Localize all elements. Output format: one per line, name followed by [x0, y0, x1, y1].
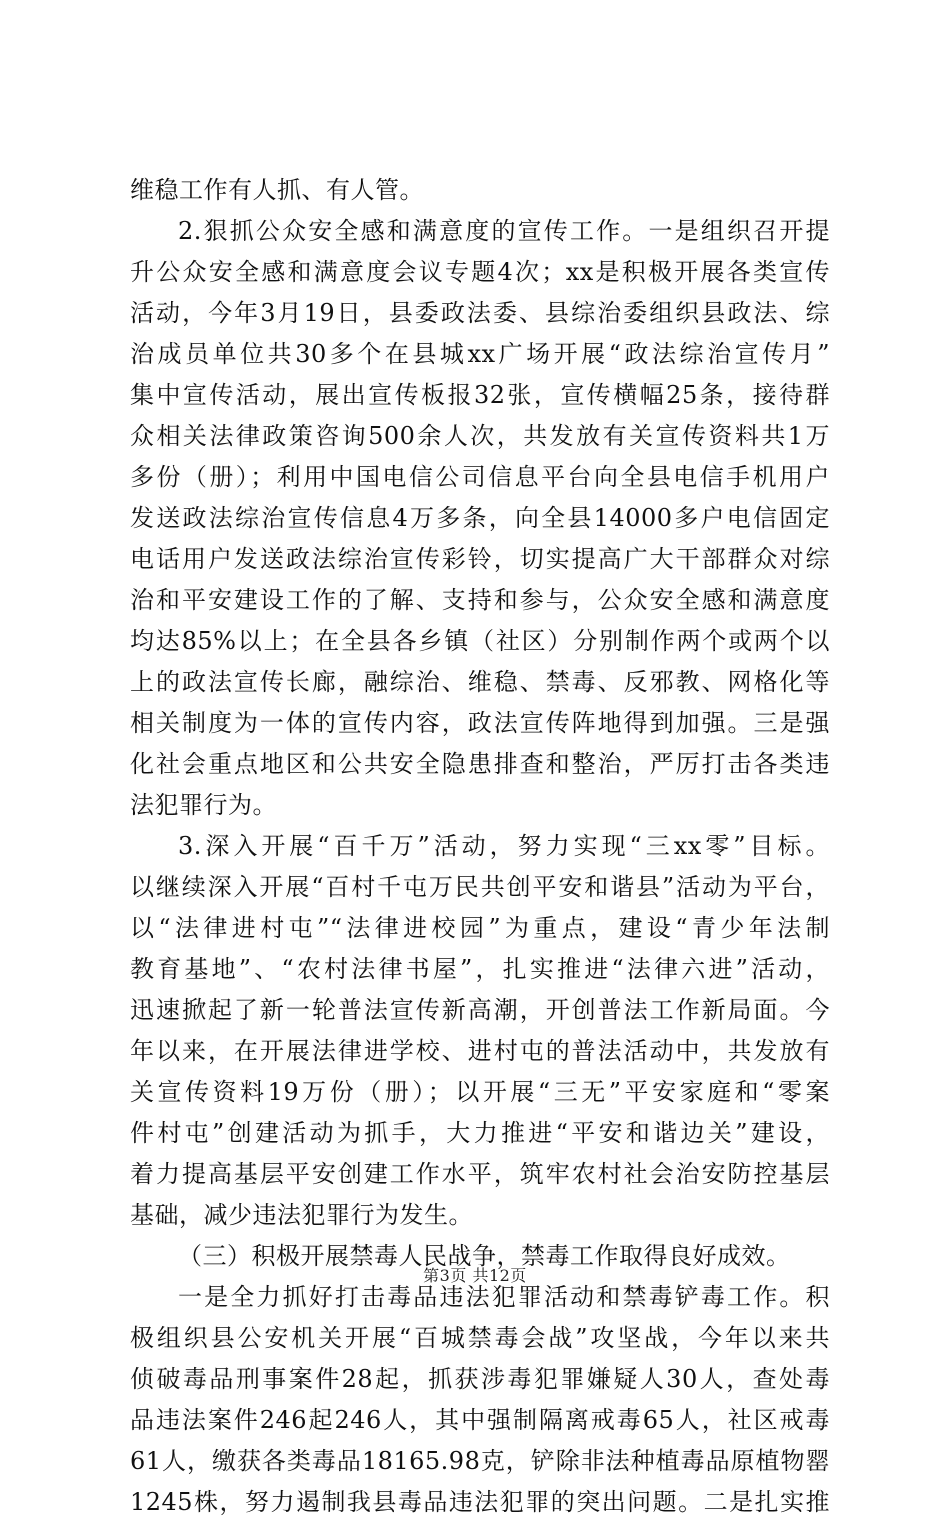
page-footer: 第3页 共12页 — [423, 1266, 527, 1285]
text-line: 均达85%以上；在全县各乡镇（社区）分别制作两个或两个以 — [130, 627, 830, 655]
text-line: 众相关法律政策咨询500余人次，共发放有关宣传资料共1万 — [130, 422, 830, 450]
text-line: 升公众安全感和满意度会议专题4次；xx是积极开展各类宣传 — [130, 258, 830, 286]
text-line: 化社会重点地区和公共安全隐患排查和整治，严厉打击各类违 — [130, 750, 830, 778]
text-line: 极组织县公安机关开展“百城禁毒会战”攻坚战，今年以来共 — [130, 1324, 830, 1352]
text-line: 活动，今年3月19日，县委政法委、县综治委组织县政法、综 — [130, 299, 830, 327]
text-line: 上的政法宣传长廊，融综治、维稳、禁毒、反邪教、网格化等 — [130, 668, 830, 696]
text-line: 61人，缴获各类毒品18165.98克，铲除非法种植毒品原植物罂 — [130, 1447, 830, 1475]
text-line: 相关制度为一体的宣传内容，政法宣传阵地得到加强。三是强 — [130, 709, 830, 737]
text-line: 迅速掀起了新一轮普法宣传新高潮，开创普法工作新局面。今 — [130, 996, 830, 1024]
text-line: 以继续深入开展“百村千屯万民共创平安和谐县”活动为平台， — [130, 873, 830, 901]
text-line: 教育基地”、“农村法律书屋”，扎实推进“法律六进”活动， — [130, 955, 830, 983]
text-line: 一是全力抓好打击毒品违法犯罪活动和禁毒铲毒工作。积 — [178, 1283, 830, 1311]
text-line: 治和平安建设工作的了解、支持和参与，公众安全感和满意度 — [130, 586, 830, 614]
text-line: 电话用户发送政法综治宣传彩铃，切实提高广大干部群众对综 — [130, 545, 830, 573]
text-line: 年以来，在开展法律进学校、进村屯的普法活动中，共发放有 — [130, 1037, 830, 1065]
text-line: 3.深入开展“百千万”活动，努力实现“三xx零”目标。 — [178, 832, 830, 860]
text-line: （三）积极开展禁毒人民战争，禁毒工作取得良好成效。 — [178, 1242, 791, 1270]
document-body — [130, 170, 830, 1523]
text-line: 法犯罪行为。 — [130, 791, 277, 819]
text-line: 2.狠抓公众安全感和满意度的宣传工作。一是组织召开提 — [178, 217, 830, 245]
text-line: 件村屯”创建活动为抓手，大力推进“平安和谐边关”建设， — [130, 1119, 830, 1147]
text-line: 发送政法综治宣传信息4万多条，向全县14000多户电信固定 — [130, 504, 830, 532]
text-line: 侦破毒品刑事案件28起，抓获涉毒犯罪嫌疑人30人，查处毒 — [130, 1365, 830, 1393]
text-line: 治成员单位共30多个在县城xx广场开展“政法综治宣传月” — [130, 340, 830, 368]
text-line: 集中宣传活动，展出宣传板报32张，宣传横幅25条，接待群 — [130, 381, 830, 409]
text-line: 1245株，努力遏制我县毒品违法犯罪的突出问题。二是扎实推 — [130, 1488, 830, 1516]
text-line: 基础，减少违法犯罪行为发生。 — [130, 1201, 473, 1229]
text-line: 品违法案件246起246人，其中强制隔离戒毒65人，社区戒毒 — [130, 1406, 830, 1434]
text-line: 维稳工作有人抓、有人管。 — [130, 176, 424, 204]
text-line: 着力提高基层平安创建工作水平，筑牢农村社会治安防控基层 — [130, 1160, 830, 1188]
text-line: 关宣传资料19万份（册）；以开展“三无”平安家庭和“零案 — [130, 1078, 830, 1106]
text-line: 多份（册）；利用中国电信公司信息平台向全县电信手机用户 — [130, 463, 830, 491]
text-line: 以“法律进村屯”“法律进校园”为重点，建设“青少年法制 — [130, 914, 830, 942]
